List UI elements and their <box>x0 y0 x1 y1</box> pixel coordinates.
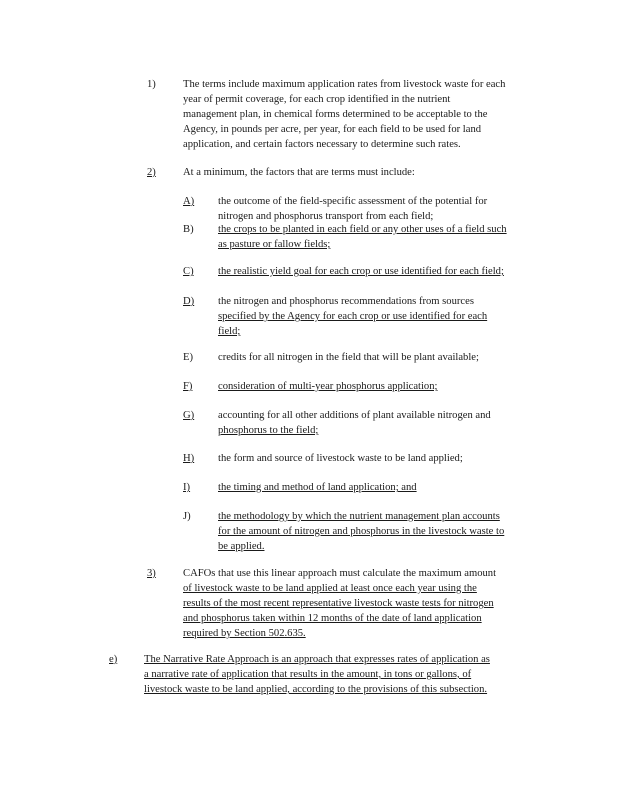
subitem-f-letter: F) <box>183 381 193 392</box>
subsection-e-line: The Narrative Rate Approach is an approach that expresses rates of application as <box>144 654 490 665</box>
subitem-h-text <box>218 451 463 466</box>
subitem-j-letter: J) <box>183 511 191 522</box>
subitem-line: as pasture or fallow fields; <box>218 239 331 250</box>
item-1-line: The terms include maximum application rates from livestock waste for each <box>183 79 506 90</box>
item-1-text <box>183 77 505 152</box>
item-3-line: results of the most recent representative livestock waste tests for nitrogen <box>183 598 494 609</box>
subitem-f-text <box>218 379 437 394</box>
subitem-g-text <box>218 408 491 438</box>
subitem-line: accounting for all other additions of plant available nitrogen and <box>218 410 491 421</box>
item-3-line: of livestock waste to be land applied at least once each year using the <box>183 583 477 594</box>
item-1-line: management plan, in chemical forms determined to be acceptable to the <box>183 109 488 120</box>
item-1-number: 1) <box>147 79 156 90</box>
item-1-line: year of permit coverage, for each crop identified in the nutrient <box>183 94 451 105</box>
subitem-d-letter: D) <box>183 296 195 307</box>
item-3-line: and phosphorus taken within 12 months of the date of land application <box>183 613 482 624</box>
subitem-b-text <box>218 222 507 252</box>
subitem-a-letter: A) <box>183 196 195 207</box>
item-3-number: 3) <box>147 568 156 579</box>
subitem-line: for the amount of nitrogen and phosphorus in the livestock waste to <box>218 526 505 537</box>
item-3-line: CAFOs that use this linear approach must calculate the maximum amount <box>183 568 497 579</box>
subsection-e-text <box>144 652 490 697</box>
subitem-line: credits for all nitrogen in the field that will be plant available; <box>218 352 479 363</box>
subsection-e-line: livestock waste to be land applied, according to the provisions of this subsection. <box>144 684 488 695</box>
subsection-e-number: e) <box>109 654 118 665</box>
subitem-h-letter: H) <box>183 453 195 464</box>
item-3-text <box>183 566 496 641</box>
subitem-b-letter: B) <box>183 224 194 235</box>
subitem-line: be applied. <box>218 541 265 552</box>
subsection-e-line: a narrative rate of application that results in the amount, in tons or gallons, of <box>144 669 472 680</box>
subitem-i-letter: I) <box>183 482 191 493</box>
subitem-line: field; <box>218 326 241 337</box>
subitem-c-letter: C) <box>183 266 194 277</box>
subitem-line: the outcome of the field-specific assessment of the potential for <box>218 196 488 207</box>
item-2-number: 2) <box>147 167 156 178</box>
item-1-line: application, and certain factors necessary to determine such rates. <box>183 139 461 150</box>
subitem-d-text <box>218 294 487 339</box>
subitem-line: nitrogen and phosphorus transport from each field; <box>218 211 434 222</box>
subitem-i-text <box>218 480 417 495</box>
subitem-line: the timing and method of land application; and <box>218 482 417 493</box>
subitem-line: phosphorus to the field; <box>218 425 319 436</box>
subitem-line: the methodology by which the nutrient management plan accounts <box>218 511 500 522</box>
item-3-line: required by Section 502.635. <box>183 628 306 639</box>
subitem-g-letter: G) <box>183 410 195 421</box>
subitem-c-text <box>218 264 504 279</box>
subitem-line: the crops to be planted in each field or any other uses of a field such <box>218 224 507 235</box>
subitem-e-letter: E) <box>183 352 193 363</box>
subitem-line: the nitrogen and phosphorus recommendations from sources <box>218 296 474 307</box>
subitem-a-text <box>218 194 487 224</box>
subitem-line: the realistic yield goal for each crop or use identified for each field; <box>218 266 504 277</box>
item-1-line: Agency, in pounds per acre, per year, for each field to be used for land <box>183 124 482 135</box>
subitem-line: consideration of multi-year phosphorus application; <box>218 381 438 392</box>
subitem-j-text <box>218 509 504 554</box>
subitem-e-text <box>218 350 479 365</box>
subitem-line: the form and source of livestock waste to be land applied; <box>218 453 463 464</box>
item-2-intro: At a minimum, the factors that are terms must include: <box>183 167 415 178</box>
subitem-line: specified by the Agency for each crop or use identified for each <box>218 311 488 322</box>
